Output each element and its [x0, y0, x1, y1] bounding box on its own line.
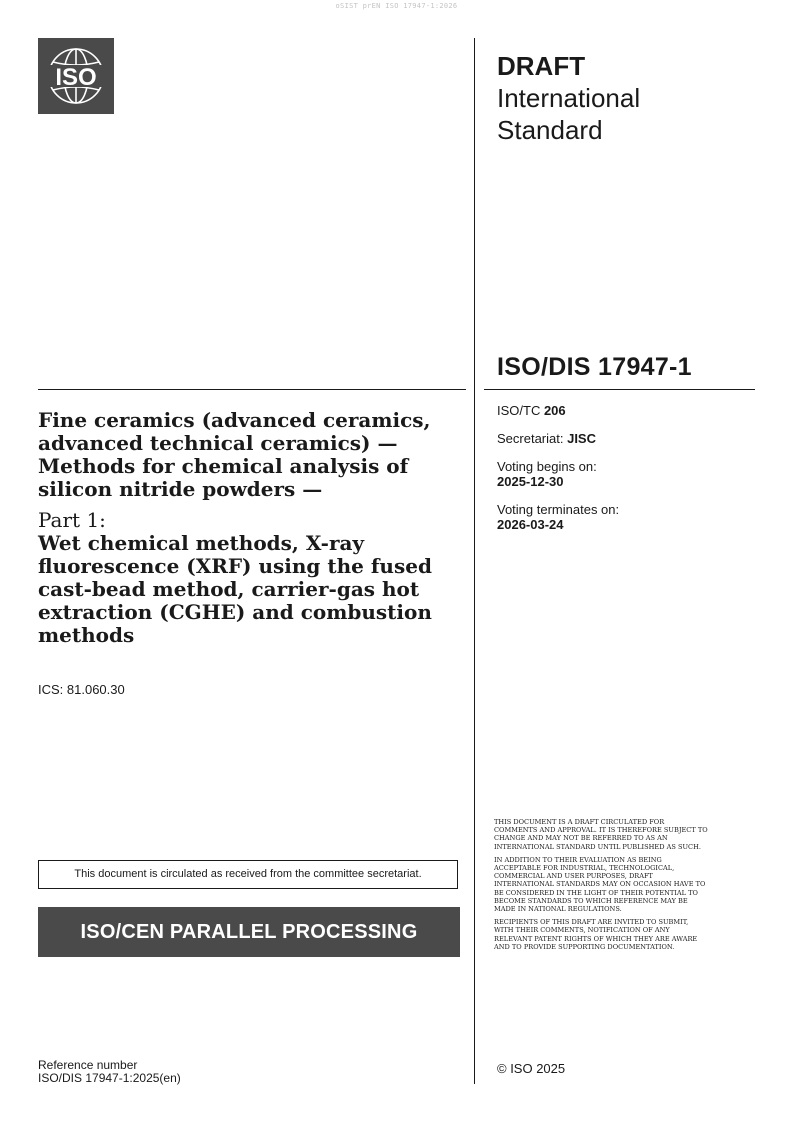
- draft-notice: [494, 818, 709, 956]
- watermark: oSIST prEN ISO 17947-1:2026: [335, 2, 458, 10]
- doc-type-standard: Standard: [497, 115, 603, 145]
- tc-label: ISO/TC: [497, 403, 544, 418]
- doc-type-international: International: [497, 83, 641, 113]
- secretariat-label: Secretariat:: [497, 431, 568, 446]
- technical-committee: [497, 403, 747, 418]
- title-rule-right: [484, 389, 755, 390]
- voting-begins: [497, 459, 747, 489]
- iso-logo-text: ISO: [55, 64, 97, 91]
- notice-paragraph: RECIPIENTS OF THIS DRAFT ARE INVITED TO SUBMIT, WITH THEIR COMMENTS, NOTIFICATION OF ANY RELEVANT PATENT RIGHTS OF WHICH THEY ARE AWARE AND TO PROVIDE SUPPORTING DOCUMENTATION.: [494, 918, 698, 951]
- reference-label: Reference number: [38, 1058, 138, 1072]
- title-rule-left: [38, 389, 466, 390]
- reference-value: ISO/DIS 17947-1:2025(en): [38, 1071, 181, 1085]
- doc-type-draft: DRAFT: [497, 51, 586, 81]
- voting-terminates-label: Voting terminates on:: [497, 502, 620, 517]
- copyright: © ISO 2025: [497, 1061, 566, 1076]
- main-title: Fine ceramics (advanced ceramics, advanced technical ceramics) — Methods for chemical analysis of silicon nitride powders —: [38, 408, 431, 501]
- voting-terminates-date: 2026-03-24: [497, 517, 564, 532]
- ics-code: ICS: 81.060.30: [38, 682, 125, 697]
- notice-paragraph: THIS DOCUMENT IS A DRAFT CIRCULATED FOR COMMENTS AND APPROVAL. IT IS THEREFORE SUBJECT TO CHANGE AND MAY NOT BE REFERRED TO AS AN INTERNATIONAL STANDARD UNTIL PUBLISHED AS SUCH.: [494, 818, 708, 851]
- voting-begins-date: 2025-12-30: [497, 474, 564, 489]
- voting-terminates: [497, 502, 747, 532]
- standard-number: ISO/DIS 17947-1: [497, 353, 692, 381]
- vertical-divider: [474, 38, 475, 1084]
- document-type: [497, 50, 757, 146]
- part-label: Part 1:: [38, 508, 106, 532]
- secretariat-value: JISC: [567, 431, 596, 446]
- parallel-processing-banner: ISO/CEN PARALLEL PROCESSING: [38, 907, 460, 957]
- document-title: [38, 409, 468, 647]
- reference-number: [38, 1059, 181, 1085]
- iso-globe-icon: [38, 38, 114, 114]
- secretariat: [497, 431, 747, 446]
- voting-begins-label: Voting begins on:: [497, 459, 597, 474]
- notice-paragraph: IN ADDITION TO THEIR EVALUATION AS BEING ACCEPTABLE FOR INDUSTRIAL, TECHNOLOGICAL, COMMERCIAL AND USER PURPOSES, DRAFT INTERNATIONAL STANDARDS MAY ON OCCASION HAVE TO BE CONSIDERED IN THE LIGHT OF THEIR POTENTIAL TO BECOME STANDARDS TO WHICH REFERENCE MAY BE MADE IN NATIONAL REGULATIONS.: [494, 855, 706, 914]
- circulation-note: This document is circulated as received from the committee secretariat.: [38, 860, 458, 889]
- iso-logo: [38, 38, 114, 114]
- part-title: Wet chemical methods, X-ray fluorescence (XRF) using the fused cast-bead method, carrier-gas hot extraction (CGHE) and combustion methods: [38, 531, 432, 647]
- ballot-metadata: [497, 403, 747, 545]
- tc-value: 206: [543, 403, 566, 418]
